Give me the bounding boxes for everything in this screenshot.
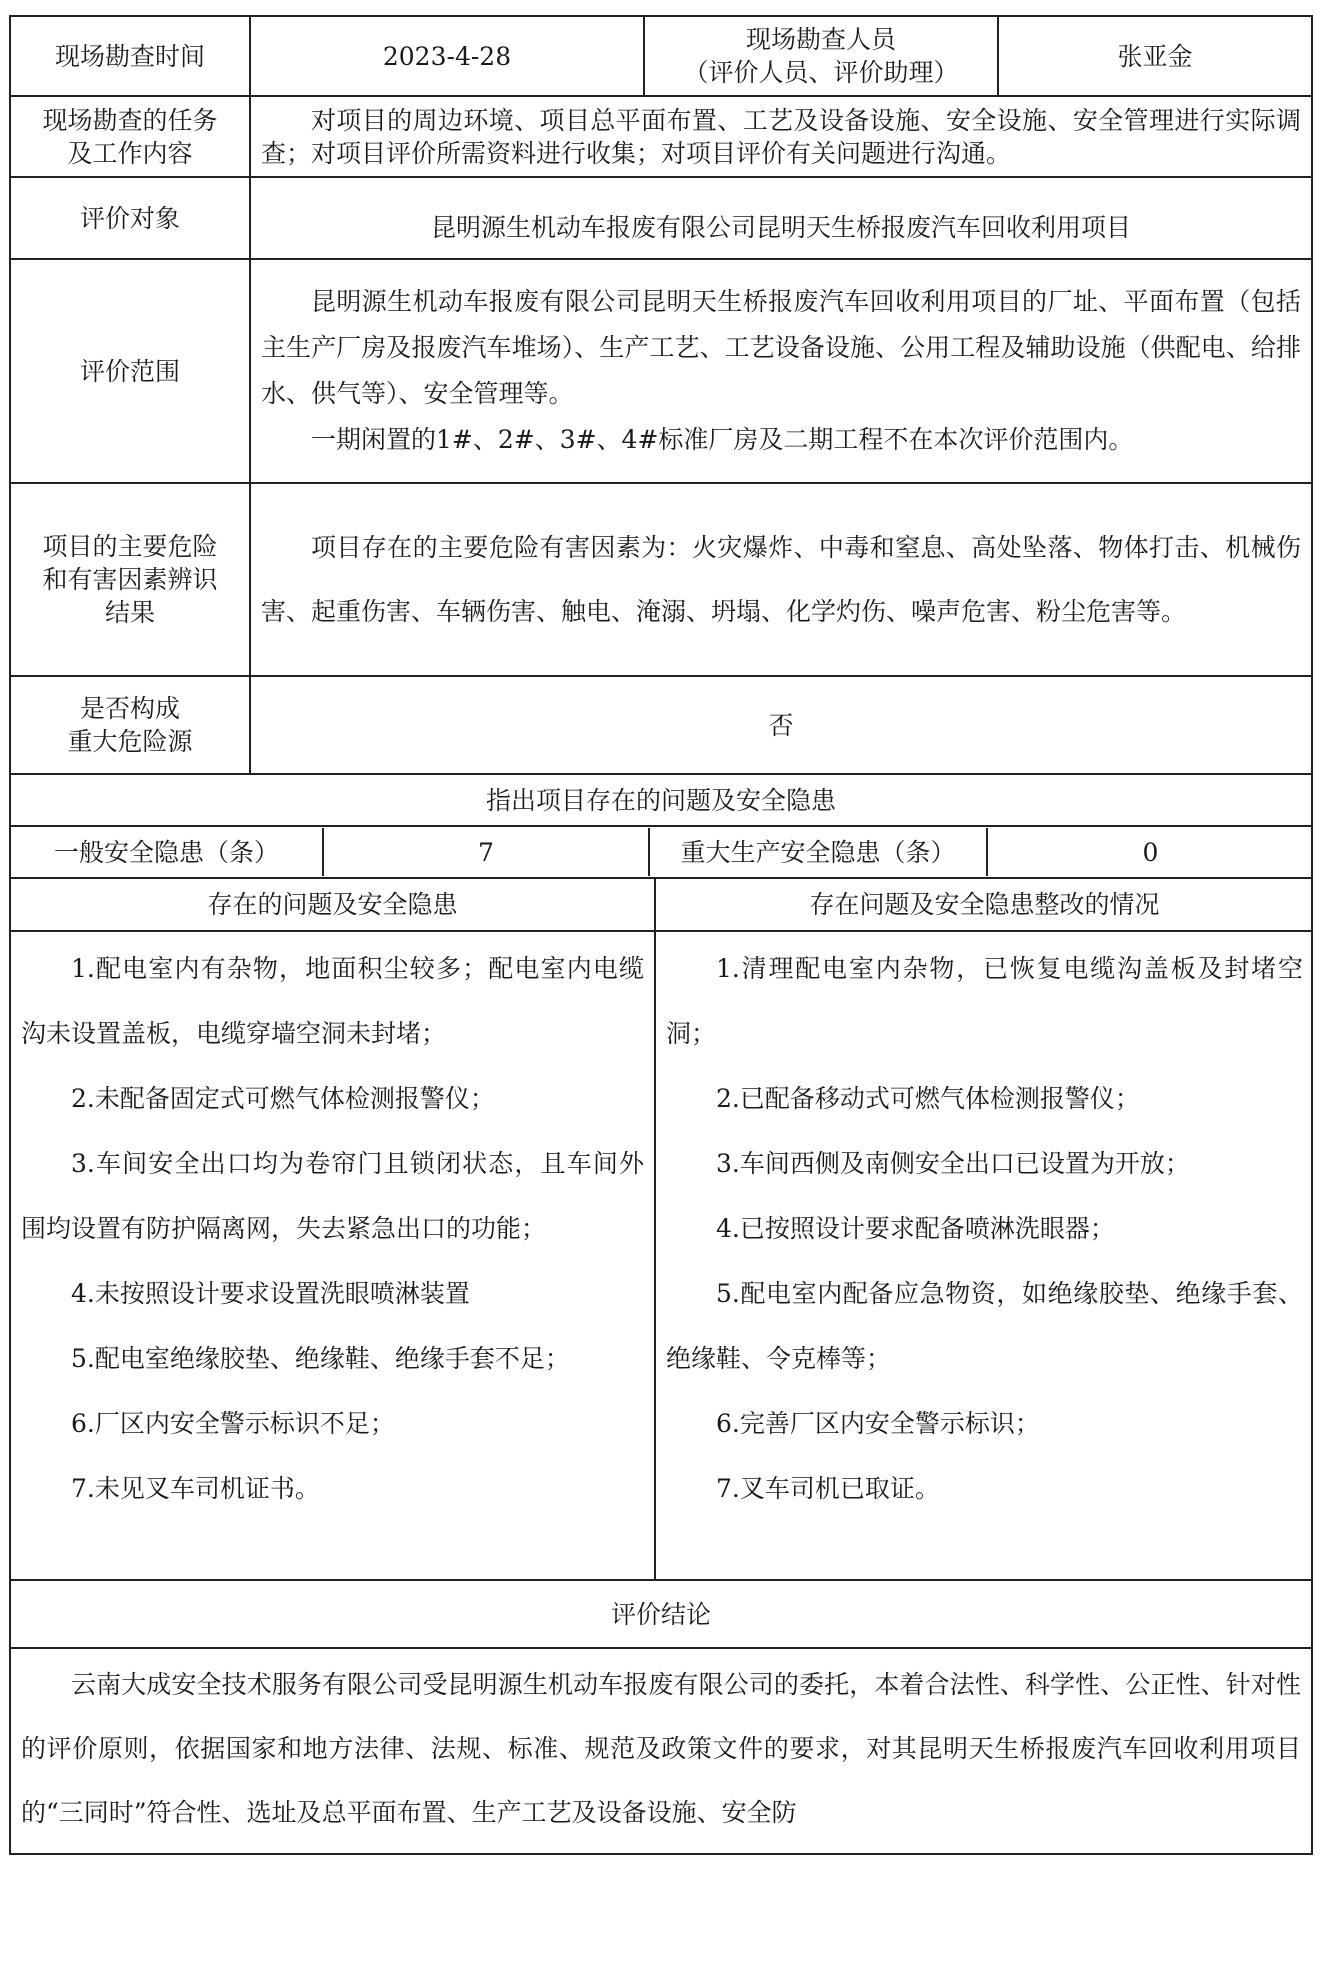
- conclusion-title-row: [10, 1580, 1312, 1648]
- issues-left-list: [11, 931, 655, 1579]
- fix-item-5: 5.配电室内配备应急物资，如绝缘胶垫、绝缘手套、绝缘鞋、令克棒等；: [666, 1279, 1303, 1373]
- scope-row: [10, 259, 1312, 483]
- survey-staff-label-line2: （评价人员、评价助理）: [683, 58, 959, 87]
- issues-title-row: [10, 774, 1312, 826]
- issues-count-table: [11, 828, 1313, 876]
- hazards-label: [10, 483, 250, 676]
- major-hazard-count-label: 重大生产安全隐患（条）: [649, 828, 987, 876]
- survey-staff-label-line1: 现场勘查人员: [745, 25, 896, 54]
- survey-time-value: 2023-4-28: [250, 16, 644, 96]
- issues-count-row: [10, 826, 1312, 878]
- major-hazard-label-line2: 重大危险源: [67, 727, 193, 756]
- fix-item-1: 1.清理配电室内杂物，已恢复电缆沟盖板及封堵空洞；: [666, 954, 1303, 1048]
- hazards-label-line2: 和有害因素辨识: [42, 565, 218, 594]
- fix-item-7: 7.叉车司机已取证。: [716, 1474, 940, 1503]
- object-label: 评价对象: [10, 177, 250, 259]
- general-hazard-count: 7: [323, 828, 649, 876]
- fix-item-6: 6.完善厂区内安全警示标识；: [716, 1409, 1040, 1438]
- hazards-row: [10, 483, 1312, 676]
- issue-item-2: 2.未配备固定式可燃气体检测报警仪；: [71, 1084, 495, 1113]
- hazards-label-line3: 结果: [104, 598, 155, 627]
- hazards-label-line1: 项目的主要危险: [42, 532, 218, 561]
- issues-count-wrapper: [10, 826, 1312, 878]
- major-hazard-count: 0: [1142, 837, 1159, 867]
- major-hazard-row: [10, 676, 1312, 774]
- scope-content: [250, 259, 1312, 483]
- survey-row: [10, 16, 1312, 96]
- major-hazard-label: [10, 676, 250, 774]
- survey-staff-value: 张亚金: [998, 16, 1312, 96]
- issues-right-header: 存在问题及安全隐患整改的情况: [655, 879, 1313, 931]
- issues-left-header: 存在的问题及安全隐患: [11, 879, 655, 931]
- task-label: [10, 96, 250, 177]
- issue-item-1: 1.配电室内有杂物，地面积尘较多；配电室内电缆沟未设置盖板，电缆穿墙空洞未封堵；: [21, 954, 644, 1048]
- conclusion-row: [10, 1648, 1312, 1854]
- issues-right-list: [655, 931, 1313, 1579]
- issue-item-3: 3.车间安全出口均为卷帘门且锁闭状态，且车间外围均设置有防护隔离网，失去紧急出口的功能；: [21, 1149, 644, 1243]
- form-table: [9, 15, 1313, 1855]
- survey-staff-label: [644, 16, 998, 96]
- fix-item-3: 3.车间西侧及南侧安全出口已设置为开放；: [716, 1149, 1190, 1178]
- fix-item-2: 2.已配备移动式可燃气体检测报警仪；: [716, 1084, 1140, 1113]
- issues-section-title: 指出项目存在的问题及安全隐患: [10, 774, 1312, 826]
- task-label-line1: 现场勘查的任务: [42, 105, 218, 135]
- conclusion-title: 评价结论: [10, 1580, 1312, 1648]
- issue-item-5: 5.配电室绝缘胶垫、绝缘鞋、绝缘手套不足；: [71, 1344, 570, 1373]
- survey-time-label: 现场勘查时间: [10, 16, 250, 96]
- issues-columns-table: [11, 879, 1313, 1579]
- issue-item-6: 6.厂区内安全警示标识不足；: [71, 1409, 395, 1438]
- issues-columns-row: [10, 878, 1312, 1580]
- major-hazard-label-line1: 是否构成: [79, 694, 180, 723]
- scope-paragraph-1: 昆明源生机动车报废有限公司昆明天生桥报废汽车回收利用项目的厂址、平面布置（包括主生产厂房及报废汽车堆场）、生产工艺、工艺设备设施、公用工程及辅助设施（供配电、给排水、供气等）、安全管理等。: [261, 287, 1301, 408]
- object-value: 昆明源生机动车报废有限公司昆明天生桥报废汽车回收利用项目: [250, 177, 1312, 259]
- issue-item-7: 7.未见叉车司机证书。: [71, 1474, 320, 1503]
- scope-paragraph-2: 一期闲置的1#、2#、3#、4#标准厂房及二期工程不在本次评价范围内。: [311, 425, 1134, 454]
- fix-item-4: 4.已按照设计要求配备喷淋洗眼器；: [716, 1214, 1115, 1243]
- task-label-line2: 及工作内容: [67, 138, 193, 168]
- issues-columns-wrapper: [10, 878, 1312, 1580]
- task-row: [10, 96, 1312, 177]
- general-hazard-label: 一般安全隐患（条）: [11, 828, 323, 876]
- scope-label: 评价范围: [10, 259, 250, 483]
- issue-item-4: 4.未按照设计要求设置洗眼喷淋装置: [71, 1279, 470, 1308]
- task-content: 对项目的周边环境、项目总平面布置、工艺及设备设施、安全设施、安全管理进行实际调查；对项目评价所需资料进行收集；对项目评价有关问题进行沟通。: [250, 96, 1312, 177]
- major-hazard-value: 否: [250, 676, 1312, 774]
- hazards-content: 项目存在的主要危险有害因素为：火灾爆炸、中毒和窒息、高处坠落、物体打击、机械伤害、起重伤害、车辆伤害、触电、淹溺、坍塌、化学灼伤、噪声危害、粉尘危害等。: [250, 483, 1312, 676]
- conclusion-text: 云南大成安全技术服务有限公司受昆明源生机动车报废有限公司的委托，本着合法性、科学性、公正性、针对性的评价原则，依据国家和地方法律、法规、标准、规范及政策文件的要求，对其昆明天生桥报废汽车回收利用项目的“三同时”符合性、选址及总平面布置、生产工艺及设备设施、安全防: [10, 1648, 1312, 1854]
- evaluation-form: [9, 15, 1311, 1855]
- object-row: [10, 177, 1312, 259]
